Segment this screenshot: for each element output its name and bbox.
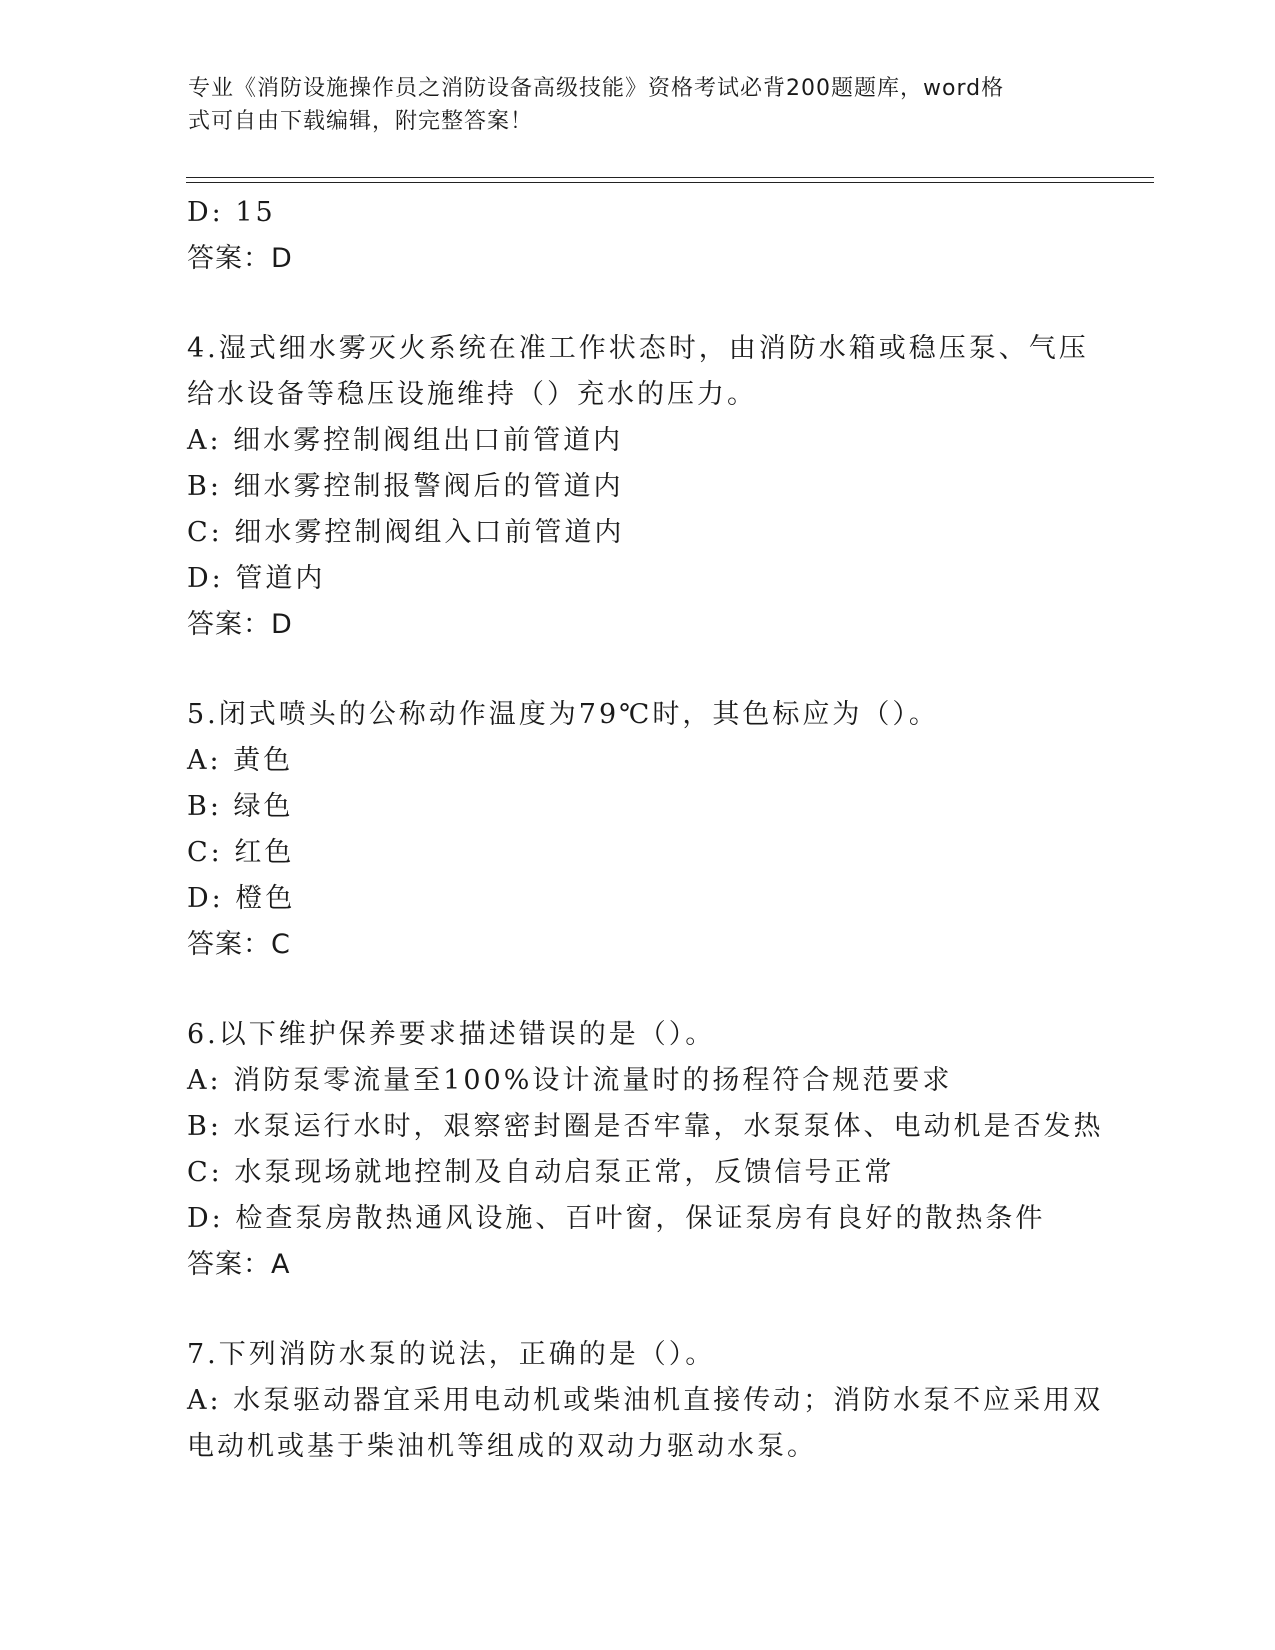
option-a: A: 消防泵零流量至100%设计流量时的扬程符合规范要求: [187, 1065, 953, 1096]
header-line-1: 专业《消防设施操作员之消防设备高级技能》资格考试必背200题题库，word格: [188, 76, 1005, 101]
option-c: C: 细水雾控制阀组入口前管道内: [187, 517, 625, 548]
answer-label: 答案：A: [187, 1249, 291, 1280]
question-5: [187, 692, 1087, 968]
option-d: D: 15: [187, 197, 276, 228]
answer-label: 答案：D: [187, 609, 293, 640]
question-content: [187, 190, 1104, 1470]
question-6: [187, 1012, 1104, 1288]
question-stem: 5.闭式喷头的公称动作温度为79℃时，其色标应为（）。: [187, 699, 939, 730]
question-stem-continued: 给水设备等稳压设施维持（）充水的压力。: [187, 379, 757, 410]
header-divider-bottom: [186, 182, 1154, 183]
question-stem: 7.下列消防水泵的说法，正确的是（）。: [187, 1339, 716, 1370]
option-b: B: 绿色: [187, 791, 294, 822]
question-stem: 6.以下维护保养要求描述错误的是（）。: [187, 1019, 716, 1050]
header-line-2: 式可自由下载编辑，附完整答案！: [188, 109, 534, 134]
option-a: A: 细水雾控制阀组出口前管道内: [187, 425, 624, 456]
question-3-tail: [187, 190, 1087, 282]
option-d: D: 检查泵房散热通风设施、百叶窗，保证泵房有良好的散热条件: [187, 1203, 1046, 1234]
option-d: D: 管道内: [187, 563, 326, 594]
option-b: B: 水泵运行水时，艰察密封圈是否牢靠，水泵泵体、电动机是否发热: [187, 1111, 1104, 1142]
answer-label: 答案：D: [187, 243, 293, 274]
option-a: A: 水泵驱动器宜采用电动机或柴油机直接传动；消防水泵不应采用双: [187, 1385, 1104, 1416]
question-7: [187, 1332, 1104, 1470]
option-a-continued: 电动机或基于柴油机等组成的双动力驱动水泵。: [187, 1431, 817, 1462]
header-divider-top: [186, 177, 1154, 178]
option-a: A: 黄色: [187, 745, 294, 776]
option-c: C: 红色: [187, 837, 295, 868]
question-4: [187, 326, 1087, 648]
document-header: [188, 72, 1068, 138]
answer-label: 答案：C: [187, 929, 291, 960]
option-b: B: 细水雾控制报警阀后的管道内: [187, 471, 624, 502]
option-c: C: 水泵现场就地控制及自动启泵正常，反馈信号正常: [187, 1157, 895, 1188]
option-d: D: 橙色: [187, 883, 296, 914]
question-stem: 4.湿式细水雾灭火系统在准工作状态时，由消防水箱或稳压泵、气压: [187, 333, 1089, 364]
